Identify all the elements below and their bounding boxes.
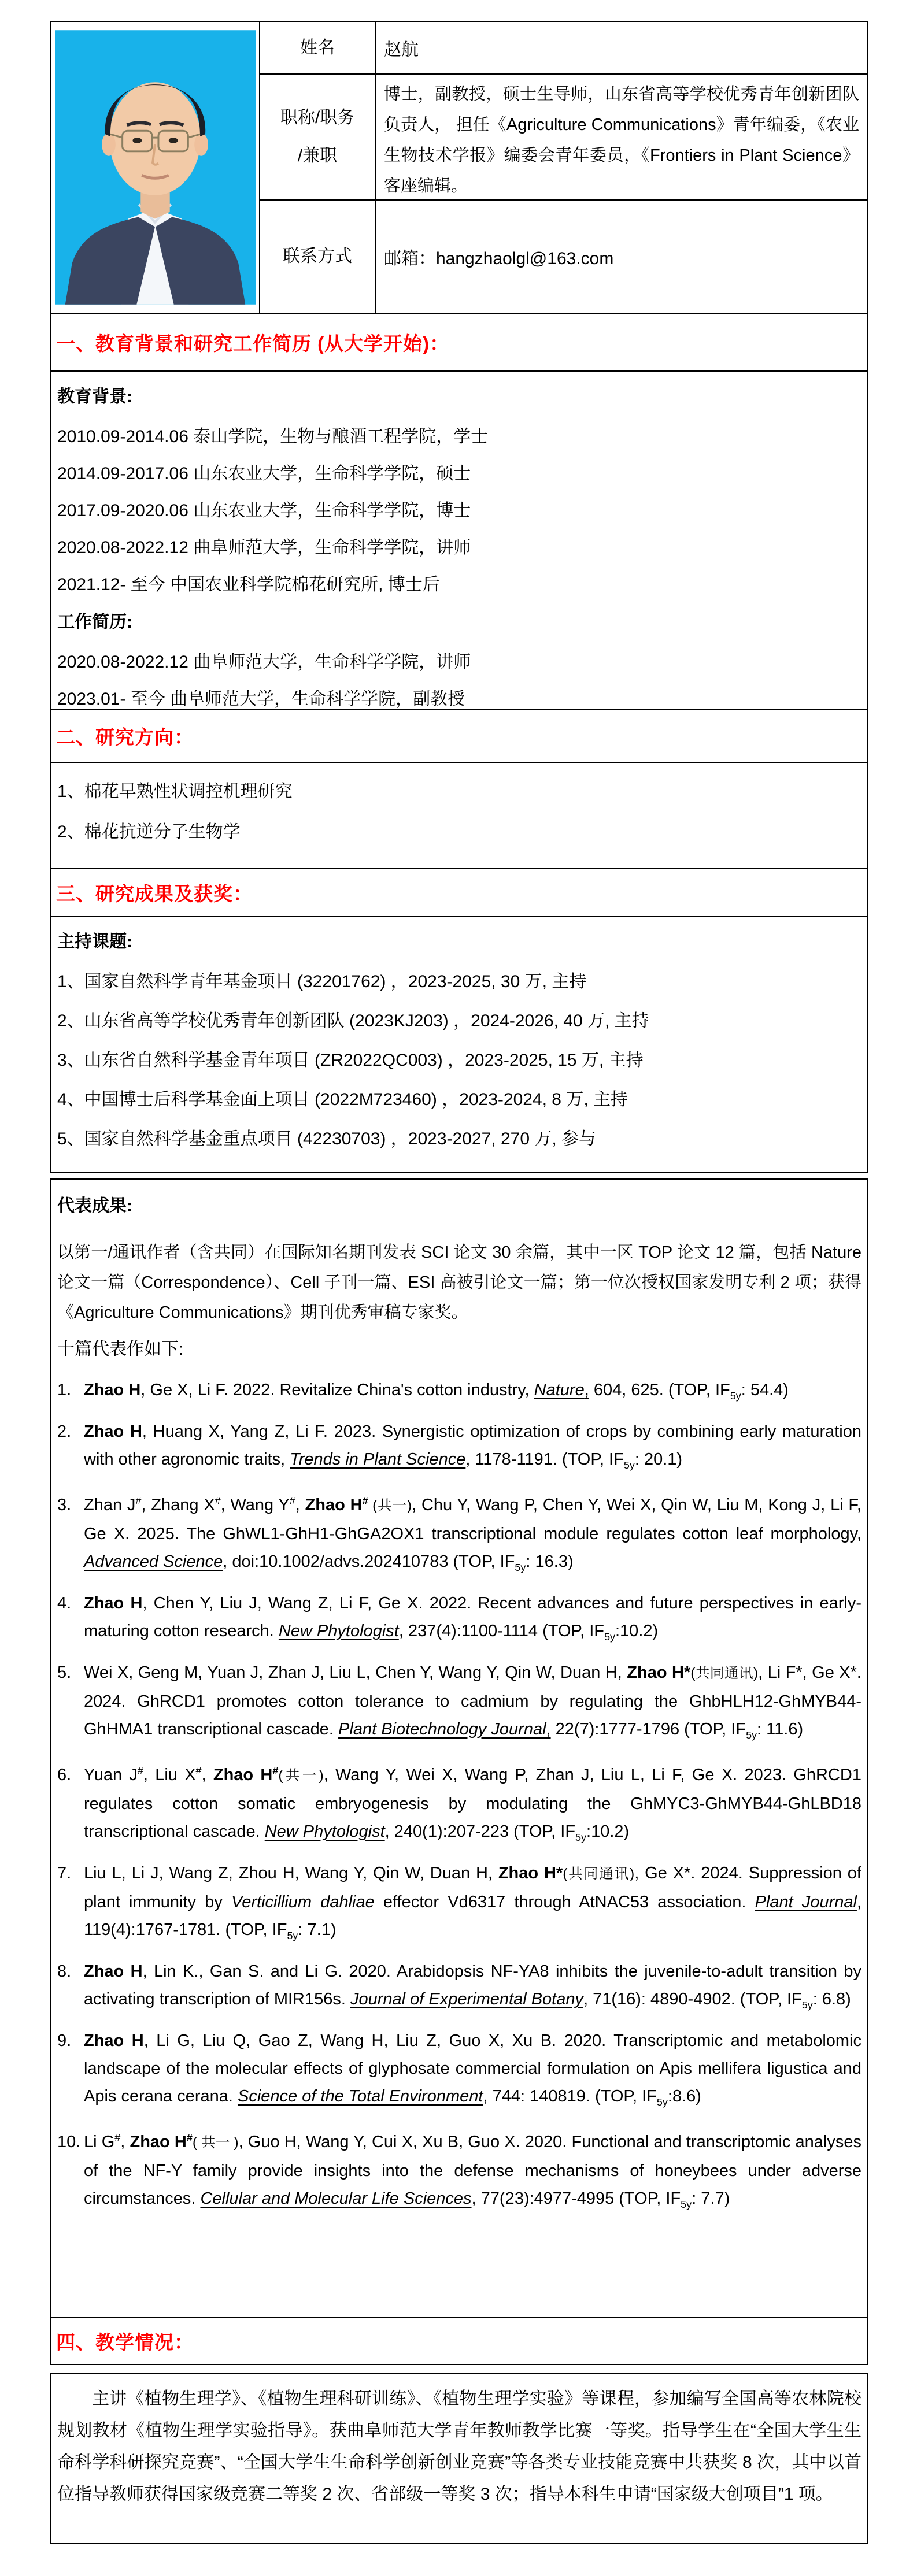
- project-item: 1、国家自然科学青年基金项目 (32201762) ，2023-2025, 30 万, 主持: [57, 972, 587, 991]
- contact-value: [376, 201, 867, 313]
- achievements-body: [50, 1178, 868, 2318]
- projects-subheading: 主持课题:: [57, 932, 132, 951]
- title-label: [260, 75, 376, 201]
- contact-label: [260, 201, 376, 313]
- profile-photo-icon: [55, 30, 256, 305]
- publication-item: [57, 1859, 861, 1949]
- work-entry: 2023.01- 至今 曲阜师范大学，生命科学学院，副教授: [57, 690, 465, 709]
- publication-item: [57, 1376, 861, 1410]
- publication-text: Wei X, Geng M, Yuan J, Zhan J, Liu L, Chen Y, Wang Y, Qin W, Duan H, Zhao H*(共同通讯), Li F*, Ge X*. 2024. GhRCD1 promotes cotton tolerance to cadmium by regulating the GhbHLH12-GhMYB44-GhHMA1 transcriptional cascade. Plant Biotechnology Journal, 22(7):1777-1796 (TOP, $IF_{5y}$: 11.6): [84, 1663, 861, 1741]
- photo-cell: [51, 22, 260, 313]
- publication-number: 3.: [57, 1496, 72, 1515]
- publication-number: 10.: [57, 2133, 81, 2152]
- publication-item: [57, 1958, 861, 2019]
- education-entry: 2017.09-2020.06 山东农业大学，生命科学学院，博士: [57, 501, 471, 520]
- title-label-line2: /兼职: [297, 146, 338, 165]
- publication-item: [57, 1659, 861, 1749]
- projects-body: [50, 916, 868, 1173]
- research-direction-item: 2、棉花抗逆分子生物学: [57, 822, 241, 842]
- publication-text: Zhao H, Ge X, Li F. 2022. Revitalize China's cotton industry, Nature, 604, 625. (TOP, $IF_{5y}$: 54.4): [84, 1381, 789, 1402]
- profile-info-table: [50, 21, 868, 314]
- publication-number: 6.: [57, 1766, 72, 1785]
- publication-number: 7.: [57, 1864, 72, 1883]
- publication-item: [57, 1589, 861, 1651]
- teaching-paragraph: 主讲《植物生理学》、《植物生理科研训练》、《植物生理学实验》等课程，参加编写全国高等农林院校规划教材《植物生理学实验指导》。获曲阜师范大学青年教师教学比赛一等奖。指导学生在“全国大学生生命科学科研探究竞赛”、“全国大学生生命科学创新创业竞赛”等各类专业技能竞赛中共获奖 8 次，其中以首位指导教师获得国家级竞赛二等奖 2 次、省部级一等奖 3 次；指导本科生申请“国家级大创项目”1 项。: [57, 2389, 861, 2504]
- publication-item: [57, 1418, 861, 1479]
- publication-text: Yuan J#, Liu X#, Zhao H#(共一), Wang Y, Wei X, Wang P, Zhan J, Liu L, Li F, Ge X. 2023. GhRCD1 regulates cotton somatic embryogenesis by modulating the GhMYC3-GhMYB44-GhLBD18 transcriptional cascade. New Phytologist, 240(1):207-223 (TOP, $IF_{5y}:10.2$): [84, 1765, 861, 1844]
- publication-item: [57, 2123, 861, 2218]
- publication-text: Zhao H, Chen Y, Liu J, Wang Z, Li F, Ge X. 2022. Recent advances and future perspectives in early-maturing cotton research. New Phytologist, 237(4):1100-1114 (TOP, $IF_{5y}:10.2$): [84, 1594, 861, 1643]
- education-entry: 2021.12- 至今 中国农业科学院棉花研究所, 博士后: [57, 575, 440, 594]
- name-label: [260, 22, 376, 75]
- education-entry: 2010.09-2014.06 泰山学院，生物与酿酒工程学院，学士: [57, 427, 489, 446]
- section-research-direction-body: [50, 762, 868, 869]
- section-education-heading-text: 一、教育背景和研究工作简历 (从大学开始)：: [56, 332, 450, 354]
- section-teaching-heading: [50, 2317, 868, 2365]
- work-subheading: 工作简历:: [57, 613, 132, 632]
- publication-number: 4.: [57, 1594, 72, 1613]
- project-item: 4、中国博士后科学基金面上项目 (2022M723460) ，2023-2024, 8 万, 主持: [57, 1090, 628, 1109]
- project-item: 2、山东省高等学校优秀青年创新团队 (2023KJ203) ，2024-2026, 40 万, 主持: [57, 1011, 649, 1031]
- publication-text: Zhao H, Li G, Liu Q, Gao Z, Wang H, Liu Z, Guo X, Xu B. 2020. Transcriptomic and metabolomic landscape of the molecular effects of glyphosate commercial formulation on Apis mellifera ligustica and Apis cerana cerana. Science of the Total Environment, 744: 140819. (TOP, $IF_{5y}:8.6$): [84, 2031, 861, 2108]
- publication-text: Zhao H, Huang X, Yang Z, Li F. 2023. Synergistic optimization of crops by combining early maturation with other agronomic traits, Trends in Plant Science, 1178-1191. (TOP, $IF_{5y}$: 20.1): [84, 1422, 861, 1471]
- project-item: 5、国家自然科学基金重点项目 (42230703) ，2023-2027, 270 万, 参与: [57, 1129, 597, 1148]
- name-value-text: 赵航: [384, 40, 419, 60]
- publication-item: [57, 1757, 861, 1851]
- education-subheading: 教育背景:: [57, 387, 132, 406]
- publication-number: 9.: [57, 2031, 72, 2050]
- education-entry: 2014.09-2017.06 山东农业大学，生命科学学院，硕士: [57, 464, 471, 483]
- name-value: [376, 22, 867, 75]
- publication-text: Zhan J#, Zhang X#, Wang Y#, Zhao H# (共一), Chu Y, Wang P, Chen Y, Wei X, Qin W, Liu M, Kong J, Li F, Ge X. 2025. The GhWL1-GhH1-GhGA2OX1 transcriptional module regulates cotton leaf morphology, Advanced Science, doi:10.1002/advs.202410783 (TOP, $IF_{5y}$: 16.3): [84, 1495, 861, 1574]
- section-achievements-heading-text: 三、研究成果及获奖：: [56, 883, 253, 905]
- contact-label-text: 联系方式: [283, 247, 352, 266]
- name-label-text: 姓名: [300, 38, 335, 57]
- publication-item: [57, 2027, 861, 2116]
- section-teaching-body: [50, 2373, 868, 2544]
- research-direction-item: 1、棉花早熟性状调控机理研究: [57, 782, 293, 801]
- publication-number: 8.: [57, 1962, 72, 1981]
- education-entry: 2020.08-2022.12 曲阜师范大学，生命科学学院，讲师: [57, 538, 471, 557]
- title-value: 博士，副教授，硕士生导师，山东省高等学校优秀青年创新团队负责人， 担任《Agriculture Communications》青年编委，《农业生物技术学报》编委会青年委员，《Frontiers in Plant Science》客座编辑。: [376, 75, 867, 201]
- section-education-heading: [50, 313, 868, 372]
- section-achievements-heading: [50, 868, 868, 917]
- section-research-direction-heading: [50, 709, 868, 763]
- email-text: 邮箱：hangzhaolgl@163.com: [384, 249, 614, 268]
- achievements-subheading: 代表成果:: [57, 1196, 132, 1215]
- publication-number: 5.: [57, 1663, 72, 1682]
- publications-list: [57, 1376, 861, 2218]
- publication-number: 2.: [57, 1422, 72, 1441]
- section-research-direction-heading-text: 二、研究方向：: [56, 727, 194, 748]
- cv-content: [50, 21, 868, 2544]
- publication-text: Li G#, Zhao H#( 共一 ), Guo H, Wang Y, Cui X, Xu B, Guo X. 2020. Functional and transcriptomic analyses of the NF-Y family provide insights into the defense mechanisms of honeybees under adverse circumstances. Cellular and Molecular Life Sciences, 77(23):4977-4995 (TOP, $IF_{5y}$: 7.7): [84, 2132, 862, 2210]
- publication-text: Zhao H, Lin K., Gan S. and Li G. 2020. Arabidopsis NF-YA8 inhibits the juvenile-to-adult transition by activating transcription of MIR156s. Journal of Experimental Botany, 71(16): 4890-4902. (TOP, $IF_{5y}$: 6.8): [84, 1962, 861, 2011]
- work-entry: 2020.08-2022.12 曲阜师范大学，生命科学学院，讲师: [57, 653, 471, 672]
- section-teaching-heading-text: 四、教学情况：: [56, 2332, 194, 2353]
- project-item: 3、山东省自然科学基金青年项目 (ZR2022QC003) ，2023-2025, 15 万, 主持: [57, 1051, 644, 1070]
- achievements-intro: 以第一/通讯作者（含共同）在国际知名期刊发表 SCI 论文 30 余篇，其中一区 TOP 论文 12 篇，包括 Nature 论文一篇（Correspondence）、Cell 子刊一篇、ESI 高被引论文一篇；第一位次授权国家发明专利 2 项；获得《Agriculture Communications》期刊优秀审稿专家奖。: [57, 1243, 861, 1322]
- section-education-body: [50, 370, 868, 710]
- publications-intro: 十篇代表作如下:: [57, 1340, 184, 1359]
- title-label-line1: 职称/职务: [280, 108, 355, 127]
- publication-text: Liu L, Li J, Wang Z, Zhou H, Wang Y, Qin W, Duan H, Zhao H*(共同通讯), Ge X*. 2024. Suppression of plant immunity by Verticillium dahliae effector Vd6317 through AtNAC53 association. Plant Journal, 119(4):1767-1781. (TOP, $IF_{5y}$: 7.1): [84, 1864, 861, 1941]
- publication-item: [57, 1487, 861, 1581]
- publication-number: 1.: [57, 1381, 72, 1399]
